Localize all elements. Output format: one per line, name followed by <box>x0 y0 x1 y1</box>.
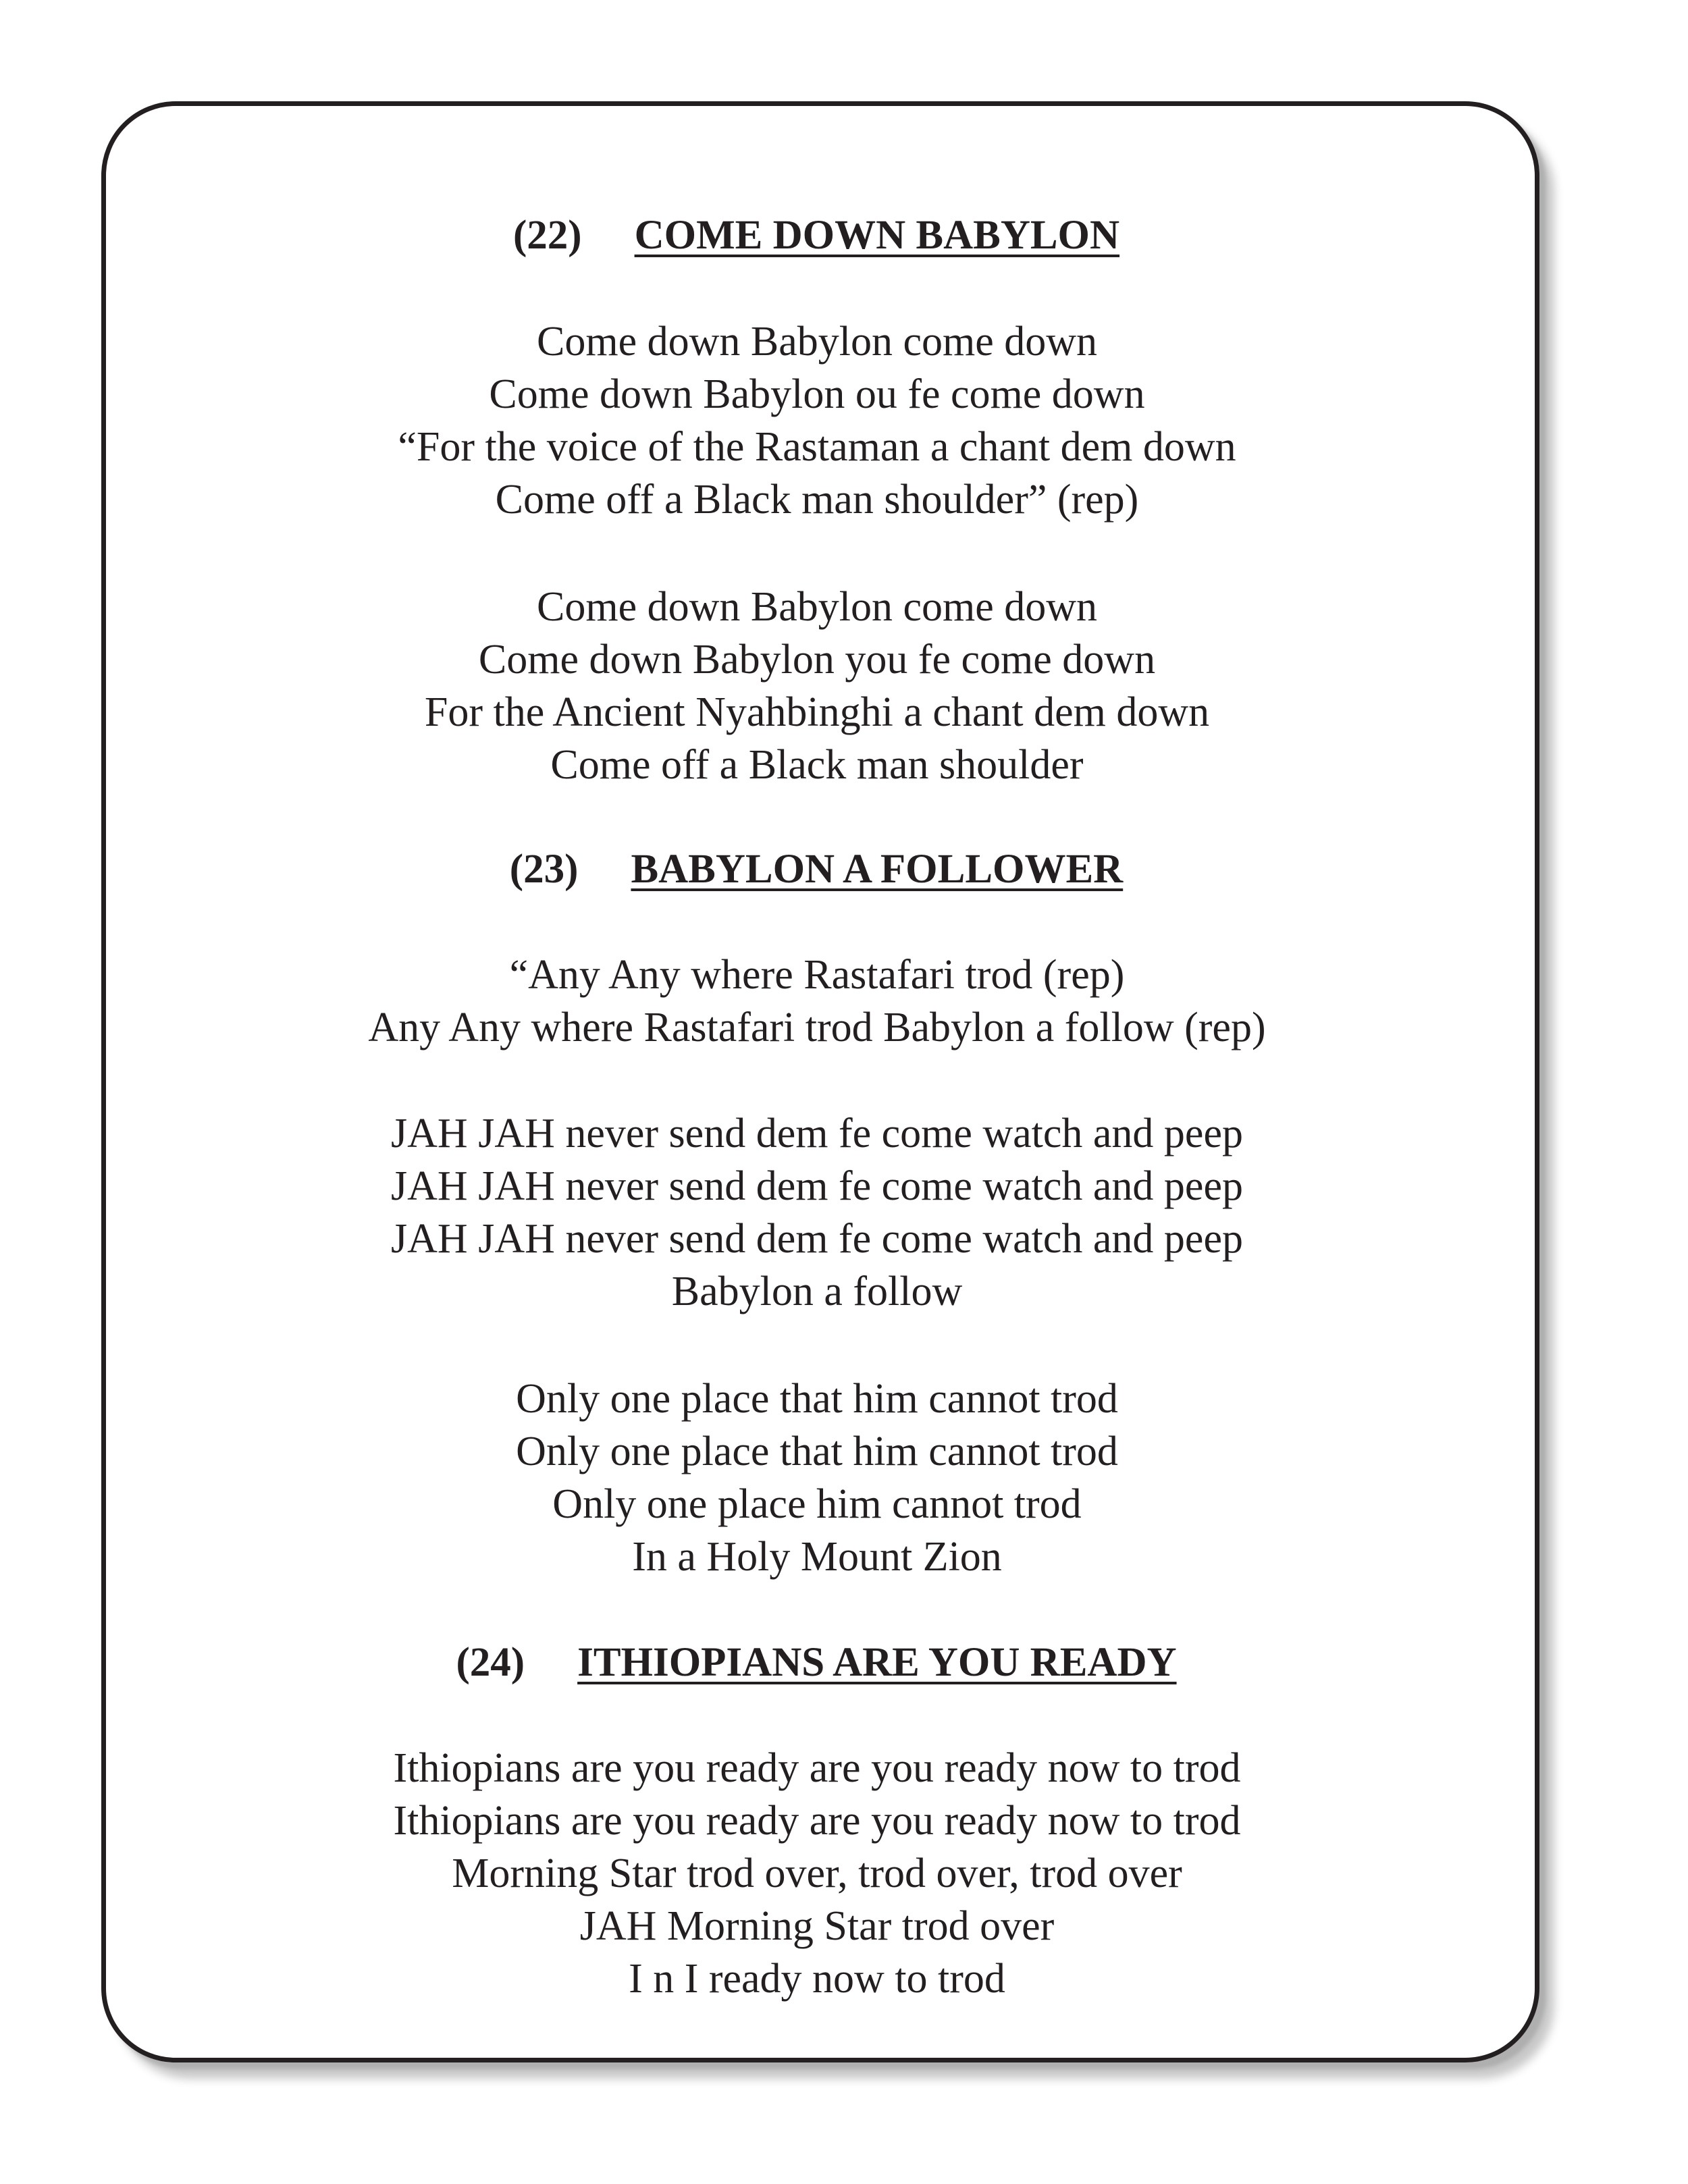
song-title: BABYLON A FOLLOWER <box>631 847 1124 892</box>
lyric-line: “Any Any where Rastafari trod (rep) <box>509 952 1125 998</box>
lyric-line: For the Ancient Nyahbinghi a chant dem down <box>424 689 1210 735</box>
song-number: (22) <box>512 213 582 258</box>
verse-22-2 <box>0 581 1634 791</box>
verse-23-3 <box>0 1373 1634 1583</box>
song-heading-24 <box>0 1642 1633 1683</box>
lyric-line: I n I ready now to trod <box>629 1956 1005 2002</box>
song-title: COME DOWN BABYLON <box>634 213 1120 258</box>
lyric-line: Ithiopians are you ready are you ready now to trod <box>393 1745 1241 1791</box>
lyric-line: Only one place that him cannot trod <box>516 1429 1118 1474</box>
song-number: (24) <box>456 1640 525 1685</box>
lyric-line: Babylon a follow <box>671 1269 963 1314</box>
song-number: (23) <box>509 847 579 892</box>
verse-22-1 <box>0 315 1634 526</box>
lyric-line: Only one place him cannot trod <box>552 1481 1082 1527</box>
lyric-line: Any Any where Rastafari trod Babylon a follow (rep) <box>368 1005 1266 1050</box>
lyric-line: Come down Babylon ou fe come down <box>489 371 1145 417</box>
verse-23-2 <box>0 1107 1634 1318</box>
lyric-line: Come off a Black man shoulder <box>550 742 1084 788</box>
lyric-line: JAH JAH never send dem fe come watch and peep <box>391 1111 1243 1156</box>
song-heading-22 <box>0 215 1633 256</box>
verse-24-1 <box>0 1742 1634 2005</box>
lyric-line: JAH JAH never send dem fe come watch and peep <box>391 1163 1243 1209</box>
lyric-line: “For the voice of the Rastaman a chant dem down <box>398 424 1236 470</box>
lyric-line: Only one place that him cannot trod <box>516 1376 1118 1422</box>
lyric-line: Morning Star trod over, trod over, trod over <box>452 1850 1182 1896</box>
lyric-line: Come down Babylon come down <box>536 584 1097 630</box>
song-title: ITHIOPIANS ARE YOU READY <box>577 1640 1177 1685</box>
lyric-line: Come down Babylon come down <box>536 319 1097 365</box>
verse-23-1 <box>0 949 1634 1054</box>
song-heading-23 <box>0 849 1633 890</box>
lyric-line: Come down Babylon you fe come down <box>478 637 1156 683</box>
lyric-line: Come off a Black man shoulder” (rep) <box>495 477 1139 523</box>
lyric-line: Ithiopians are you ready are you ready now to trod <box>393 1798 1241 1844</box>
lyric-line: In a Holy Mount Zion <box>632 1534 1002 1580</box>
lyric-line: JAH JAH never send dem fe come watch and peep <box>391 1216 1243 1262</box>
lyric-line: JAH Morning Star trod over <box>579 1903 1055 1949</box>
